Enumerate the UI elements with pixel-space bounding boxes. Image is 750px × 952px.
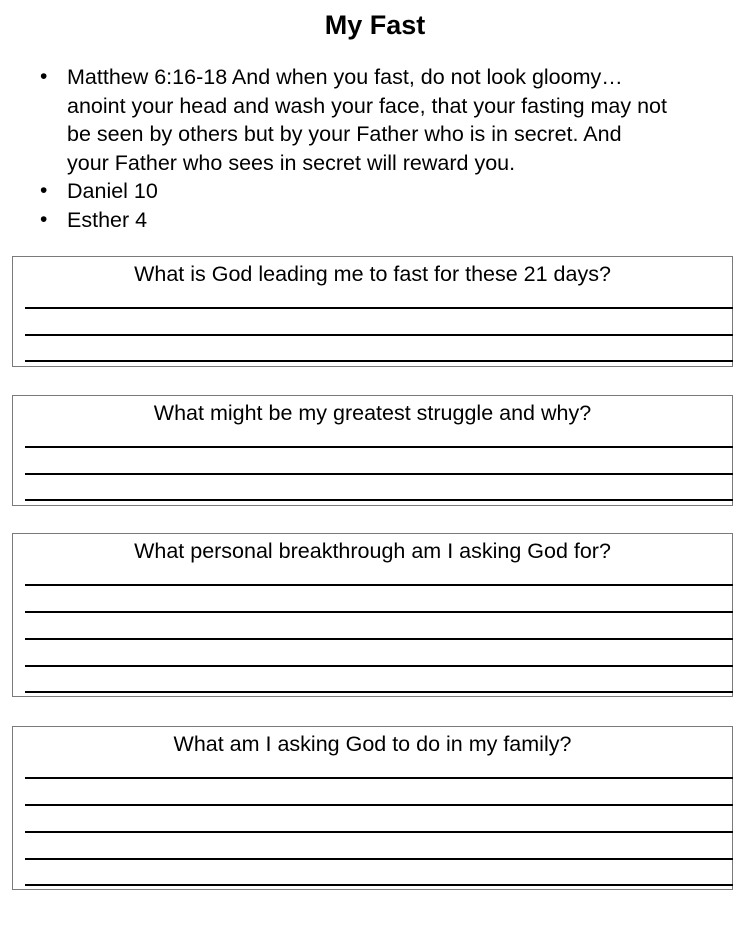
scripture-line: anoint your head and wash your face, that your fasting may not <box>67 93 667 118</box>
answer-line[interactable] <box>25 638 733 640</box>
scripture-list <box>40 63 740 234</box>
answer-line[interactable] <box>25 804 733 806</box>
answer-line[interactable] <box>25 665 733 667</box>
prompt-question: What personal breakthrough am I asking God for? <box>134 539 611 563</box>
answer-line[interactable] <box>25 611 733 613</box>
scripture-line: your Father who sees in secret will reward you. <box>67 150 516 175</box>
bullet-icon: • <box>40 179 48 202</box>
answer-line[interactable] <box>25 831 733 833</box>
prompt-box-fast-purpose <box>12 256 733 367</box>
answer-line[interactable] <box>25 307 733 309</box>
prompt-box-greatest-struggle <box>12 395 733 506</box>
answer-line[interactable] <box>25 334 733 336</box>
scripture-line: Matthew 6:16-18 And when you fast, do not look gloomy… <box>67 65 623 89</box>
answer-line[interactable] <box>25 360 733 362</box>
prompt-question: What might be my greatest struggle and why? <box>153 401 592 425</box>
scripture-item-matthew <box>40 63 740 177</box>
answer-line[interactable] <box>25 499 733 501</box>
scripture-line: Daniel 10 <box>67 179 158 203</box>
prompt-box-personal-breakthrough <box>12 533 733 697</box>
answer-line[interactable] <box>25 777 733 779</box>
answer-line[interactable] <box>25 584 733 586</box>
scripture-line: Esther 4 <box>67 207 148 232</box>
answer-line[interactable] <box>25 446 733 448</box>
prompt-question: What is God leading me to fast for these 21 days? <box>134 262 611 286</box>
prompt-question: What am I asking God to do in my family? <box>173 732 572 756</box>
prompt-box-family <box>12 726 733 890</box>
page-title: My Fast <box>324 10 426 40</box>
scripture-item-daniel <box>40 177 740 206</box>
answer-line[interactable] <box>25 884 733 886</box>
scripture-line: be seen by others but by your Father who is in secret. And <box>67 122 622 146</box>
answer-line[interactable] <box>25 691 733 693</box>
scripture-item-esther <box>40 206 740 235</box>
bullet-icon: • <box>40 65 48 88</box>
answer-line[interactable] <box>25 473 733 475</box>
answer-line[interactable] <box>25 858 733 860</box>
bullet-icon: • <box>40 207 48 231</box>
